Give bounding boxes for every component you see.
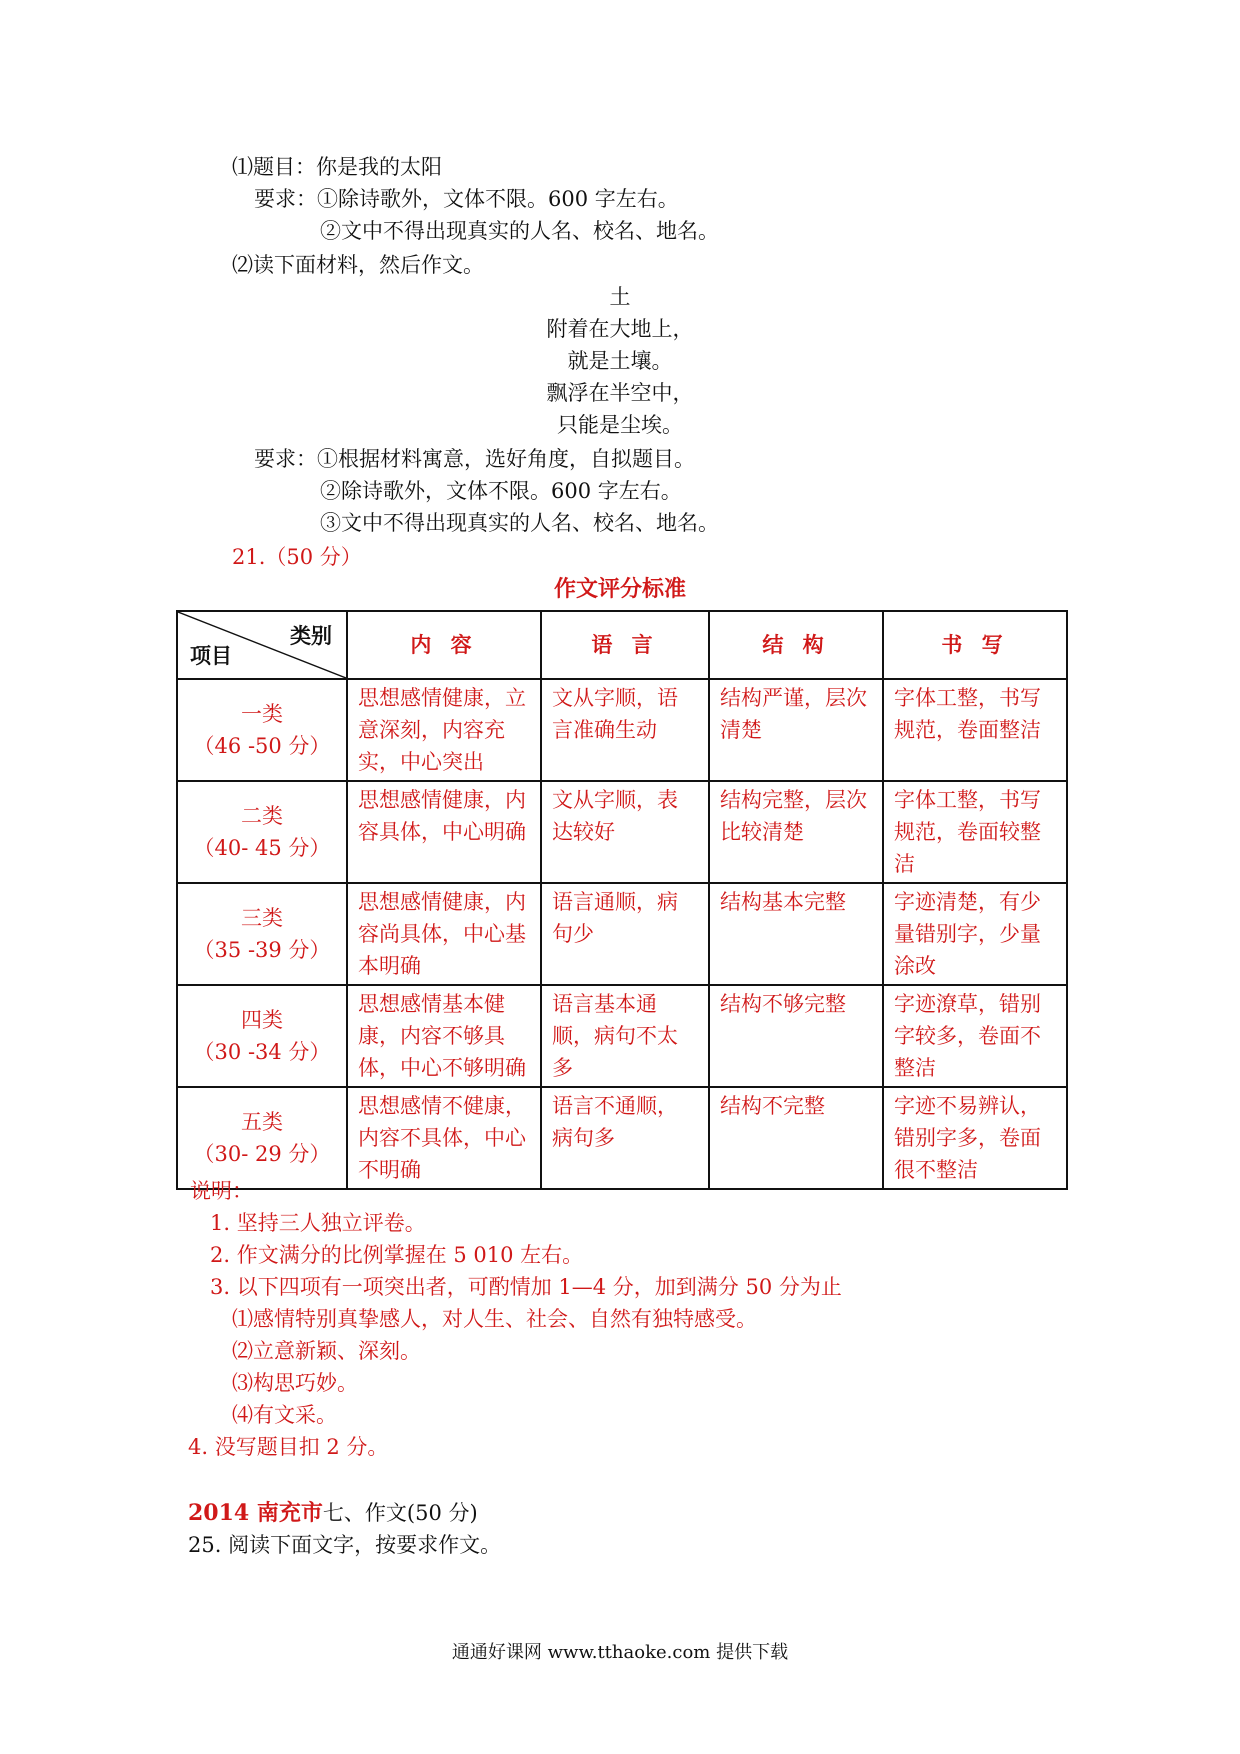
category-name: 四类 <box>241 1008 283 1032</box>
q2-requirement-2: ②除诗歌外，文体不限。600 字左右。 <box>320 479 682 503</box>
table-title: 作文评分标准 <box>553 576 686 602</box>
note-item-2: 2. 作文满分的比例掌握在 5 010 左右。 <box>210 1243 584 1267</box>
table-row <box>177 781 1067 883</box>
question-21-score: 21.（50 分） <box>232 545 362 569</box>
category-cell <box>177 781 347 883</box>
content-cell: 思想感情健康，内容尚具体，中心基本明确 <box>347 883 541 985</box>
category-range: （30- 29 分） <box>193 1142 331 1166</box>
writing-cell: 字迹潦草，错别字较多，卷面不整洁 <box>883 985 1067 1087</box>
corner-item-label: 项目 <box>190 643 232 668</box>
structure-cell: 结构完整，层次比较清楚 <box>709 781 883 883</box>
content-cell: 思想感情健康，内容具体，中心明确 <box>347 781 541 883</box>
note-subitem-1: ⑴感情特别真挚感人，对人生、社会、自然有独特感受。 <box>232 1307 757 1331</box>
poem-line-4: 飘浮在半空中， <box>546 381 694 405</box>
q2-requirement-3: ③文中不得出现真实的人名、校名、地名。 <box>320 511 719 535</box>
structure-cell: 结构不完整 <box>709 1087 883 1189</box>
structure-cell: 结构不够完整 <box>709 985 883 1087</box>
poem-line-3: 就是土壤。 <box>567 349 673 373</box>
note-item-1: 1. 坚持三人独立评卷。 <box>210 1211 426 1235</box>
category-cell <box>177 679 347 781</box>
content-cell: 思想感情不健康，内容不具体，中心不明确 <box>347 1087 541 1189</box>
content-cell: 思想感情基本健康，内容不够具体，中心不够明确 <box>347 985 541 1087</box>
note-subitem-2: ⑵立意新颖、深刻。 <box>232 1339 421 1363</box>
note-item-3: 3. 以下四项有一项突出者，可酌情加 1—4 分，加到满分 50 分为止 <box>210 1275 842 1299</box>
category-name: 三类 <box>241 906 283 930</box>
q2-requirement-1: 要求：①根据材料寓意，选好角度，自拟题目。 <box>254 447 695 471</box>
language-cell: 文从字顺，表达较好 <box>541 781 709 883</box>
writing-cell: 字迹清楚，有少量错别字，少量涂改 <box>883 883 1067 985</box>
language-cell: 语言基本通顺，病句不太多 <box>541 985 709 1087</box>
section-composition-label: 七、作文(50 分) <box>322 1501 478 1525</box>
header-content: 内 容 <box>347 611 541 679</box>
q1-requirement-1: 要求：①除诗歌外，文体不限。600 字左右。 <box>254 187 679 211</box>
corner-cell <box>177 611 347 679</box>
grading-table <box>176 610 1068 1190</box>
category-cell <box>177 883 347 985</box>
poem-line-1: 土 <box>609 285 631 309</box>
corner-category-label: 类别 <box>290 623 332 648</box>
page-footer: 通通好课网 www.tthaoke.com 提供下载 <box>451 1642 789 1663</box>
category-name: 一类 <box>241 702 283 726</box>
poem-line-2: 附着在大地上， <box>546 317 694 341</box>
header-language: 语 言 <box>541 611 709 679</box>
category-name: 五类 <box>241 1110 283 1134</box>
content-cell: 思想感情健康，立意深刻，内容充实，中心突出 <box>347 679 541 781</box>
category-range: （46 -50 分） <box>193 734 331 758</box>
header-structure: 结 构 <box>709 611 883 679</box>
q1-title: ⑴题目：你是我的太阳 <box>232 155 442 179</box>
note-subitem-4: ⑷有文采。 <box>232 1403 337 1427</box>
structure-cell: 结构基本完整 <box>709 883 883 985</box>
notes-label: 说明： <box>190 1179 253 1203</box>
language-cell: 语言通顺，病句少 <box>541 883 709 985</box>
language-cell: 文从字顺，语言准确生动 <box>541 679 709 781</box>
header-writing: 书 写 <box>883 611 1067 679</box>
table-row <box>177 985 1067 1087</box>
table-row <box>177 679 1067 781</box>
category-range: （40- 45 分） <box>193 836 331 860</box>
structure-cell: 结构严谨，层次清楚 <box>709 679 883 781</box>
writing-cell: 字体工整，书写规范，卷面整洁 <box>883 679 1067 781</box>
q2-intro: ⑵读下面材料，然后作文。 <box>232 253 484 277</box>
q1-requirement-2: ②文中不得出现真实的人名、校名、地名。 <box>320 219 719 243</box>
question-25: 25. 阅读下面文字，按要求作文。 <box>188 1533 502 1557</box>
section-year-city: 2014 南充市 <box>188 1500 323 1526</box>
note-item-4: 4. 没写题目扣 2 分。 <box>188 1435 389 1459</box>
language-cell: 语言不通顺，病句多 <box>541 1087 709 1189</box>
category-cell <box>177 985 347 1087</box>
table-row <box>177 1087 1067 1189</box>
category-cell <box>177 1087 347 1189</box>
poem-line-5: 只能是尘埃。 <box>557 413 683 437</box>
table-header-row <box>177 611 1067 679</box>
section-2014-heading <box>188 1498 478 1528</box>
writing-cell: 字迹不易辨认，错别字多，卷面很不整洁 <box>883 1087 1067 1189</box>
category-name: 二类 <box>241 804 283 828</box>
writing-cell: 字体工整，书写规范，卷面较整洁 <box>883 781 1067 883</box>
note-subitem-3: ⑶构思巧妙。 <box>232 1371 358 1395</box>
table-row <box>177 883 1067 985</box>
category-range: （35 -39 分） <box>193 938 331 962</box>
category-range: （30 -34 分） <box>193 1040 331 1064</box>
